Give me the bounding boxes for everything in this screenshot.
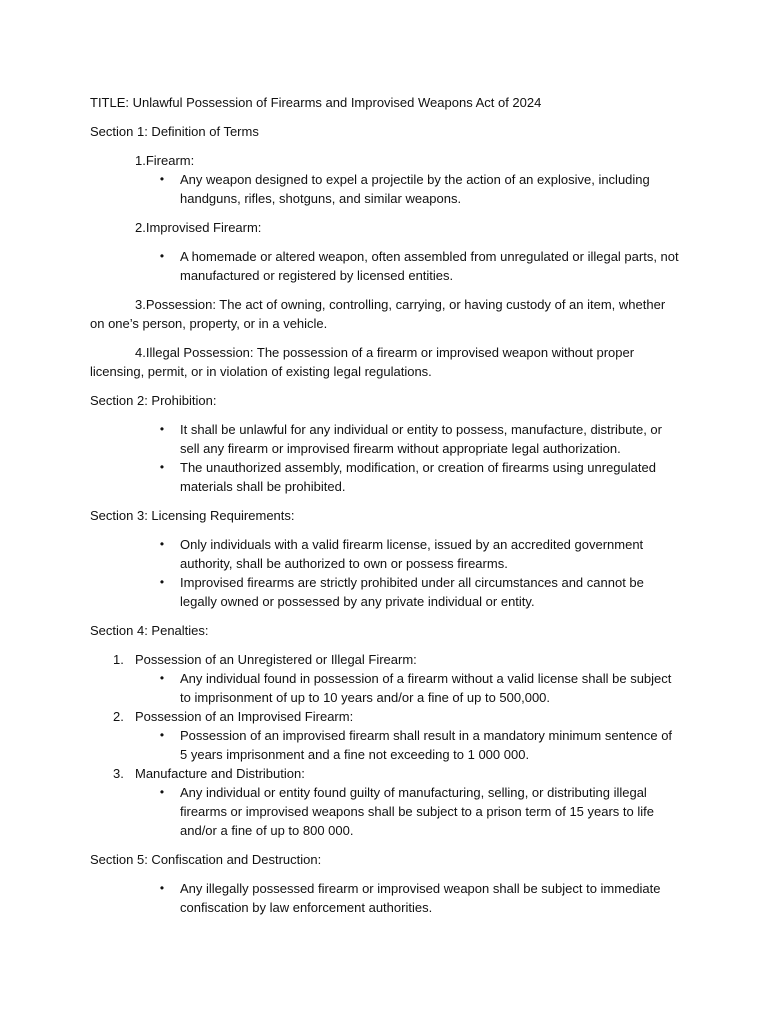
term2-bullets xyxy=(90,247,680,285)
section5-bullets xyxy=(90,879,680,917)
penalty-item xyxy=(90,707,680,726)
item-number: 1. xyxy=(113,652,124,667)
bullet-icon: • xyxy=(159,422,165,436)
section2-heading: Section 2: Prohibition: xyxy=(90,393,217,408)
item-number: 2. xyxy=(113,709,124,724)
penalty-text: Possession of an improvised firearm shall result in a mandatory minimum sentence of 5 years imprisonment and a fine not exceeding to 1 000 000. xyxy=(180,728,673,762)
penalty-bullets xyxy=(90,726,680,764)
term2-definition: A homemade or altered weapon, often assembled from unregulated or illegal parts, not manufactured or registered by licensed entities. xyxy=(180,249,679,283)
section3-heading: Section 3: Licensing Requirements: xyxy=(90,508,295,523)
term1-definition: Any weapon designed to expel a projectile by the action of an explosive, including handguns, rifles, shotguns, and similar weapons. xyxy=(180,172,650,206)
penalty-bullets xyxy=(90,783,680,840)
list-item xyxy=(90,783,680,840)
licensing-text: Only individuals with a valid firearm license, issued by an accredited government authority, shall be authorized to own or possess firearms. xyxy=(180,537,644,571)
list-item xyxy=(90,458,680,496)
bullet-icon: • xyxy=(159,460,165,474)
term4-definition: 4.Illegal Possession: The possession of a firearm or improvised weapon without proper licensing, permit, or in violation of existing legal regulations. xyxy=(90,345,635,379)
penalty-text: Any individual or entity found guilty of manufacturing, selling, or distributing illegal firearms or improvised weapons shall be subject to a prison term of 15 years to life and/or a fine of up to 800 000. xyxy=(180,785,654,838)
document-title: TITLE: Unlawful Possession of Firearms and Improvised Weapons Act of 2024 xyxy=(90,95,542,110)
bullet-icon: • xyxy=(159,785,165,799)
item-number: 3. xyxy=(113,766,124,781)
penalty-text: Any individual found in possession of a firearm without a valid license shall be subject to imprisonment of up to 10 years and/or a fine of up to 500,000. xyxy=(180,671,672,705)
bullet-icon: • xyxy=(159,537,165,551)
section4-heading: Section 4: Penalties: xyxy=(90,623,209,638)
penalty-item xyxy=(90,764,680,783)
bullet-icon: • xyxy=(159,881,165,895)
bullet-icon: • xyxy=(159,728,165,742)
penalty-label: Possession of an Unregistered or Illegal Firearm: xyxy=(135,652,417,667)
penalties-list xyxy=(90,650,680,840)
list-item xyxy=(90,726,680,764)
list-item xyxy=(90,573,680,611)
list-item xyxy=(90,420,680,458)
term1-bullets xyxy=(90,170,680,208)
prohibition-text: It shall be unlawful for any individual or entity to possess, manufacture, distribute, or sell any firearm or improvised firearm without appropriate legal authorization. xyxy=(180,422,662,456)
licensing-text: Improvised firearms are strictly prohibited under all circumstances and cannot be legally owned or possessed by any private individual or entity. xyxy=(180,575,644,609)
term3-definition: 3.Possession: The act of owning, controlling, carrying, or having custody of an item, whether on one’s person, property, or in a vehicle. xyxy=(90,297,666,331)
bullet-icon: • xyxy=(159,172,165,186)
list-item xyxy=(90,879,680,917)
list-item xyxy=(90,535,680,573)
section3-bullets xyxy=(90,535,680,611)
bullet-icon: • xyxy=(159,575,165,589)
section1-heading: Section 1: Definition of Terms xyxy=(90,124,259,139)
section5-heading: Section 5: Confiscation and Destruction: xyxy=(90,852,322,867)
bullet-icon: • xyxy=(159,671,165,685)
list-item xyxy=(90,669,680,707)
bullet-icon: • xyxy=(159,249,165,263)
term1-label: 1.Firearm: xyxy=(135,153,195,168)
document-body xyxy=(90,93,680,927)
term2-label: 2.Improvised Firearm: xyxy=(135,220,262,235)
list-item xyxy=(90,247,680,285)
prohibition-text: The unauthorized assembly, modification, or creation of firearms using unregulated materials shall be prohibited. xyxy=(180,460,656,494)
penalty-bullets xyxy=(90,669,680,707)
penalty-item xyxy=(90,650,680,669)
penalty-label: Possession of an Improvised Firearm: xyxy=(135,709,354,724)
list-item xyxy=(90,170,680,208)
section2-bullets xyxy=(90,420,680,496)
confiscation-text: Any illegally possessed firearm or improvised weapon shall be subject to immediate confiscation by law enforcement authorities. xyxy=(180,881,661,915)
penalty-label: Manufacture and Distribution: xyxy=(135,766,305,781)
